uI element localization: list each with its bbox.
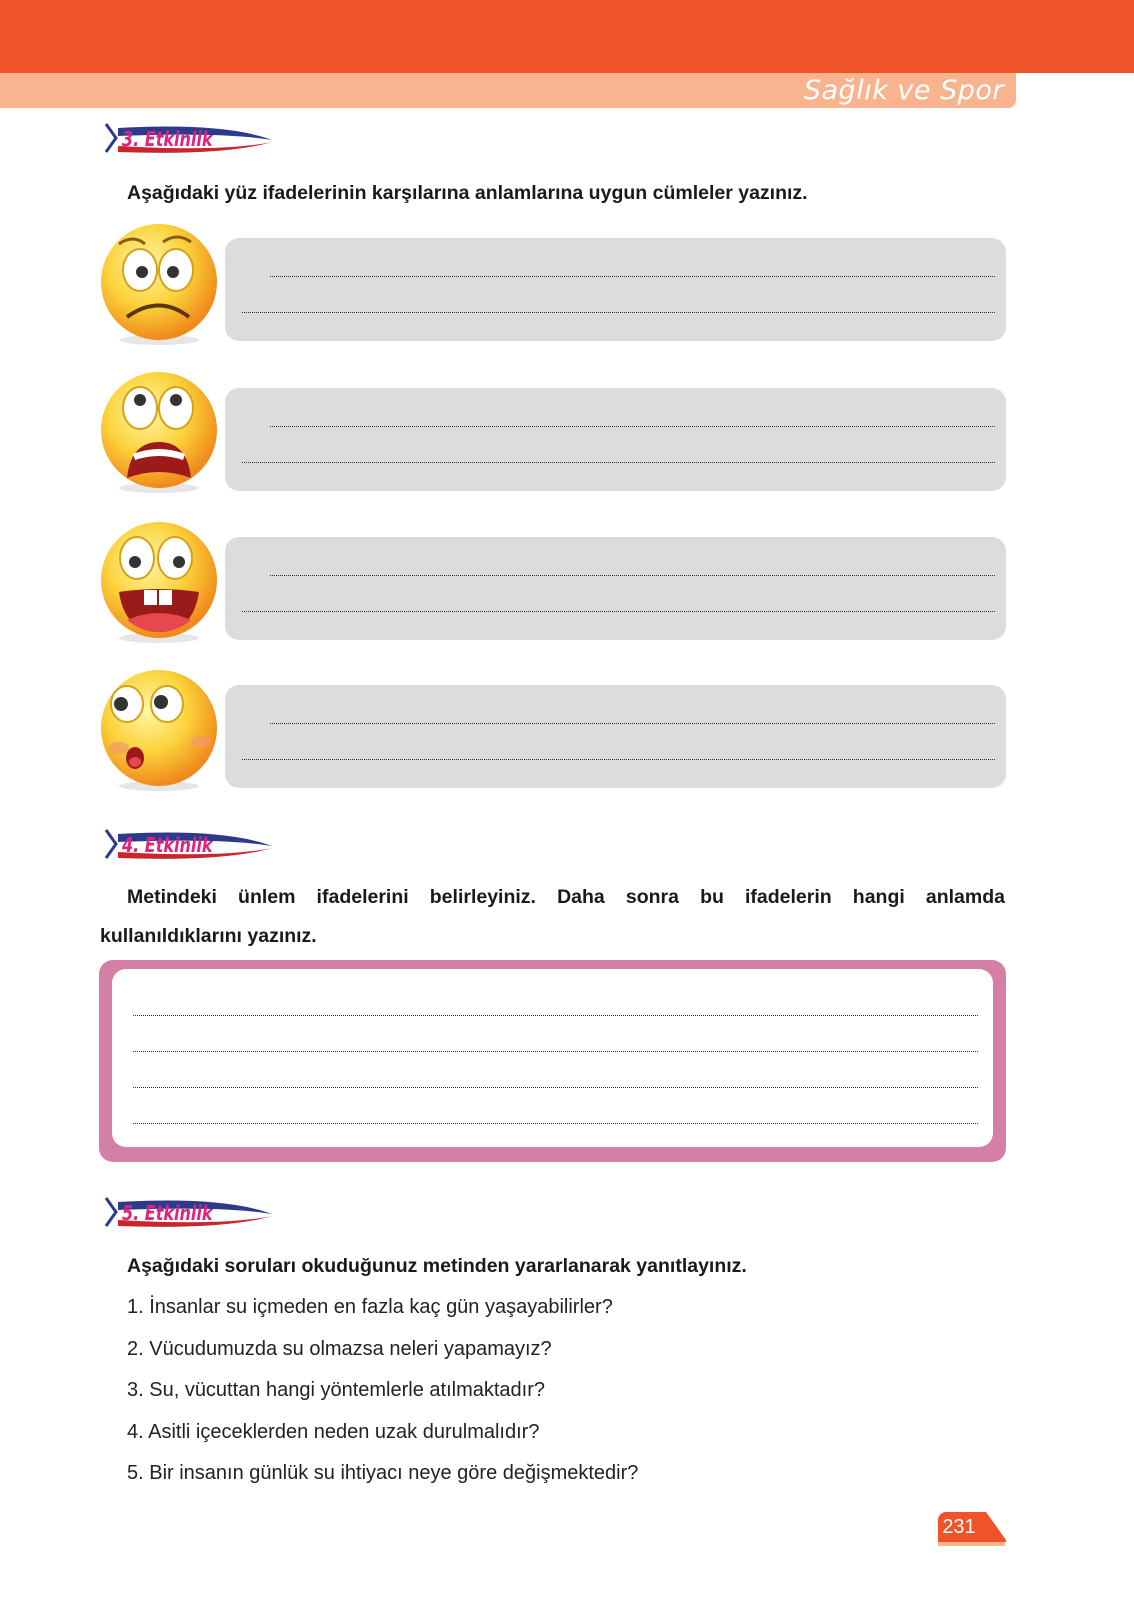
worried-face-icon (97, 222, 222, 347)
page-number-underline (938, 1542, 1005, 1546)
question-1: 1. İnsanlar su içmeden en fazla kaç gün yaşayabilirler? (127, 1296, 613, 1318)
section-title: Sağlık ve Spor (803, 75, 1004, 106)
answer-box-2[interactable] (225, 388, 1006, 491)
question-2: 2. Vücudumuzda su olmazsa neleri yapamayız? (127, 1338, 552, 1360)
activity-3-label: 3. Etkinlik (104, 122, 274, 158)
activity-3-instruction: Aşağıdaki yüz ifadelerinin karşılarına anlamlarına uygun cümleler yazınız. (127, 182, 808, 204)
question-4: 4. Asitli içeceklerden neden uzak durulmalıdır? (127, 1421, 540, 1443)
surprised-face-icon (97, 668, 222, 793)
header-band (0, 0, 1134, 73)
question-3: 3. Su, vücuttan hangi yöntemlerle atılmaktadır? (127, 1379, 546, 1401)
answer-box-4[interactable] (225, 685, 1006, 788)
question-5: 5. Bir insanın günlük su ihtiyacı neye göre değişmektedir? (127, 1462, 639, 1484)
screaming-face-icon (97, 370, 222, 495)
page-number: 231 (938, 1512, 980, 1542)
page-corner-icon (978, 1512, 1008, 1544)
grinning-face-icon (97, 520, 222, 645)
answer-box-3[interactable] (225, 537, 1006, 640)
activity-5-label: 5. Etkinlik (104, 1196, 274, 1232)
answer-box-1[interactable] (225, 238, 1006, 341)
activity-4-answer-frame (99, 960, 1006, 1162)
activity-4-label: 4. Etkinlik (104, 828, 274, 864)
activity-4-instruction: Metindeki ünlem ifadelerini belirleyiniz. Daha sonra bu ifadelerin hangi anlamda kullanıldıklarını yazınız. (100, 886, 1005, 947)
activity-4-answer-area[interactable] (112, 969, 993, 1147)
activity-5-instruction: Aşağıdaki soruları okuduğunuz metinden yararlanarak yanıtlayınız. (127, 1255, 747, 1277)
